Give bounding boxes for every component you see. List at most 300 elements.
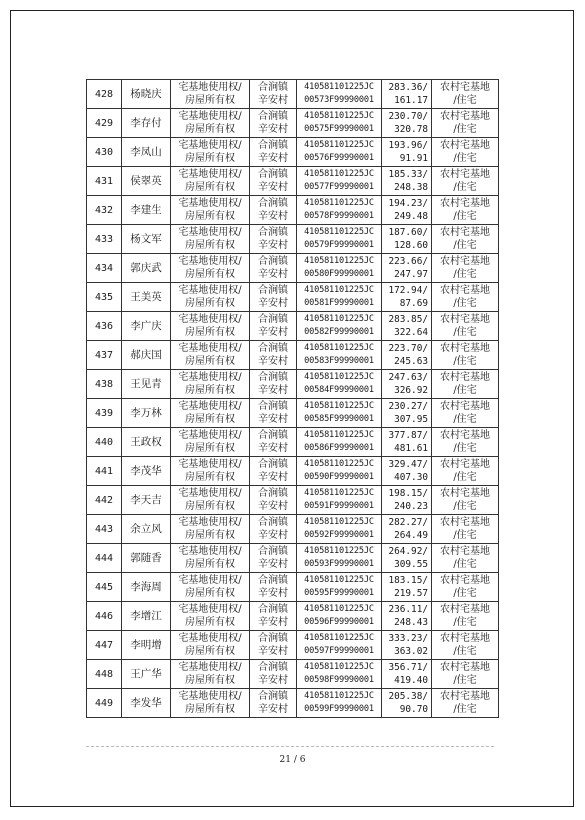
cell-owner-name: 郭庆武 [122, 254, 171, 283]
cell-usage-line: /住宅 [453, 472, 477, 483]
cell-location-line: 辛安村 [258, 298, 288, 309]
cell-area-line: 91.91 [399, 153, 428, 164]
cell-unit-code [297, 254, 382, 283]
cell-location-line: 辛安村 [258, 617, 288, 628]
cell-unit-code-line: 410581101225JC [304, 372, 374, 382]
cell-right-type [171, 80, 250, 109]
cell-usage-line: /住宅 [453, 269, 477, 280]
cell-right-type-line: 宅基地使用权/ [178, 140, 242, 151]
cell-usage-line: /住宅 [453, 124, 477, 135]
cell-usage-line: /住宅 [453, 530, 477, 541]
cell-usage [432, 544, 499, 573]
cell-location-line: 合涧镇 [258, 546, 288, 557]
cell-unit-code-line: 00591F99990001 [304, 501, 374, 511]
cell-location-line: 辛安村 [258, 675, 288, 686]
cell-right-type-line: 宅基地使用权/ [178, 488, 242, 499]
cell-right-type-line: 宅基地使用权/ [178, 227, 242, 238]
cell-usage-line: /住宅 [453, 414, 477, 425]
cell-number: 433 [87, 225, 122, 254]
cell-unit-code-line: 00582F99990001 [304, 327, 374, 337]
cell-location-line: 辛安村 [258, 414, 288, 425]
cell-location-line: 合涧镇 [258, 140, 288, 151]
cell-location-line: 辛安村 [258, 588, 288, 599]
cell-location-line: 合涧镇 [258, 430, 288, 441]
cell-area-line: 187.60/ [388, 227, 428, 238]
cell-location-line: 合涧镇 [258, 488, 288, 499]
cell-owner-name: 李凤山 [122, 138, 171, 167]
cell-area-line: 161.17 [394, 95, 428, 106]
cell-area [382, 399, 432, 428]
cell-area-line: 205.38/ [388, 691, 428, 702]
cell-location-line: 合涧镇 [258, 343, 288, 354]
cell-unit-code-line: 00586F99990001 [304, 443, 374, 453]
cell-area-line: 247.63/ [388, 372, 428, 383]
cell-unit-code-line: 00596F99990001 [304, 617, 374, 627]
cell-location-line: 辛安村 [258, 153, 288, 164]
cell-unit-code-line: 00583F99990001 [304, 356, 374, 366]
table-row [87, 109, 499, 138]
cell-area-line: 194.23/ [388, 198, 428, 209]
cell-area-line: 333.23/ [388, 633, 428, 644]
cell-owner-name: 李发华 [122, 689, 171, 718]
cell-location [250, 341, 297, 370]
cell-usage [432, 631, 499, 660]
cell-right-type [171, 109, 250, 138]
cell-right-type-line: 宅基地使用权/ [178, 430, 242, 441]
cell-owner-name: 李明增 [122, 631, 171, 660]
table-row [87, 254, 499, 283]
cell-right-type [171, 660, 250, 689]
cell-unit-code [297, 341, 382, 370]
cell-right-type-line: 宅基地使用权/ [178, 169, 242, 180]
cell-usage-line: 农村宅基地 [440, 343, 490, 354]
cell-number: 444 [87, 544, 122, 573]
cell-usage-line: /住宅 [453, 675, 477, 686]
table-row [87, 689, 499, 718]
cell-owner-name: 李海周 [122, 573, 171, 602]
cell-number: 440 [87, 428, 122, 457]
cell-number: 436 [87, 312, 122, 341]
cell-owner-name: 李增江 [122, 602, 171, 631]
cell-unit-code [297, 602, 382, 631]
cell-usage-line: /住宅 [453, 704, 477, 715]
cell-area [382, 196, 432, 225]
cell-unit-code [297, 312, 382, 341]
cell-usage [432, 167, 499, 196]
cell-unit-code [297, 283, 382, 312]
cell-area-line: 223.70/ [388, 343, 428, 354]
cell-unit-code-line: 00584F99990001 [304, 385, 374, 395]
cell-unit-code-line: 00576F99990001 [304, 153, 374, 163]
cell-unit-code-line: 00595F99990001 [304, 588, 374, 598]
cell-right-type [171, 283, 250, 312]
cell-usage-line: /住宅 [453, 327, 477, 338]
table-row [87, 544, 499, 573]
cell-location-line: 辛安村 [258, 385, 288, 396]
cell-area-line: 264.49 [394, 530, 428, 541]
cell-usage-line: 农村宅基地 [440, 198, 490, 209]
cell-right-type [171, 225, 250, 254]
cell-usage [432, 109, 499, 138]
cell-location [250, 660, 297, 689]
cell-location-line: 辛安村 [258, 240, 288, 251]
cell-usage [432, 573, 499, 602]
cell-location [250, 312, 297, 341]
cell-location-line: 合涧镇 [258, 256, 288, 267]
cell-right-type-line: 房屋所有权 [185, 646, 235, 657]
cell-area-line: 183.15/ [388, 575, 428, 586]
cell-area-line: 307.95 [394, 414, 428, 425]
cell-usage-line: 农村宅基地 [440, 604, 490, 615]
cell-area-line: 282.27/ [388, 517, 428, 528]
cell-unit-code [297, 515, 382, 544]
cell-number: 446 [87, 602, 122, 631]
cell-usage-line: 农村宅基地 [440, 140, 490, 151]
cell-area-line: 407.30 [394, 472, 428, 483]
cell-unit-code-line: 00599F99990001 [304, 704, 374, 714]
cell-usage [432, 138, 499, 167]
cell-right-type [171, 399, 250, 428]
cell-location-line: 辛安村 [258, 327, 288, 338]
cell-usage-line: 农村宅基地 [440, 285, 490, 296]
cell-usage-line: 农村宅基地 [440, 575, 490, 586]
cell-area-line: 248.43 [394, 617, 428, 628]
cell-unit-code [297, 225, 382, 254]
cell-unit-code-line: 410581101225JC [304, 430, 374, 440]
cell-area-line: 322.64 [394, 327, 428, 338]
table-row [87, 167, 499, 196]
table-row [87, 573, 499, 602]
cell-area [382, 225, 432, 254]
cell-area-line: 283.36/ [388, 82, 428, 93]
cell-area [382, 80, 432, 109]
cell-unit-code-line: 410581101225JC [304, 662, 374, 672]
cell-location-line: 辛安村 [258, 530, 288, 541]
cell-unit-code-line: 00581F99990001 [304, 298, 374, 308]
cell-usage-line: 农村宅基地 [440, 256, 490, 267]
cell-unit-code [297, 631, 382, 660]
cell-unit-code-line: 410581101225JC [304, 285, 374, 295]
cell-right-type-line: 房屋所有权 [185, 443, 235, 454]
cell-number: 432 [87, 196, 122, 225]
cell-unit-code [297, 370, 382, 399]
cell-number: 443 [87, 515, 122, 544]
cell-location-line: 合涧镇 [258, 691, 288, 702]
registration-table [86, 79, 499, 718]
cell-area-line: 230.70/ [388, 111, 428, 122]
cell-right-type-line: 房屋所有权 [185, 704, 235, 715]
cell-right-type-line: 房屋所有权 [185, 211, 235, 222]
cell-right-type [171, 341, 250, 370]
cell-unit-code [297, 486, 382, 515]
cell-unit-code [297, 399, 382, 428]
cell-usage-line: /住宅 [453, 182, 477, 193]
cell-location-line: 合涧镇 [258, 372, 288, 383]
cell-usage [432, 428, 499, 457]
cell-number: 434 [87, 254, 122, 283]
cell-area-line: 219.57 [394, 588, 428, 599]
cell-usage-line: /住宅 [453, 559, 477, 570]
cell-location-line: 合涧镇 [258, 314, 288, 325]
cell-right-type-line: 宅基地使用权/ [178, 662, 242, 673]
cell-location-line: 合涧镇 [258, 662, 288, 673]
cell-owner-name: 王见青 [122, 370, 171, 399]
cell-location-line: 合涧镇 [258, 575, 288, 586]
cell-usage-line: /住宅 [453, 153, 477, 164]
cell-right-type-line: 房屋所有权 [185, 298, 235, 309]
cell-right-type-line: 房屋所有权 [185, 501, 235, 512]
cell-location [250, 631, 297, 660]
footer-divider [86, 746, 494, 747]
table-row [87, 196, 499, 225]
cell-number: 442 [87, 486, 122, 515]
cell-area-line: 247.97 [394, 269, 428, 280]
cell-usage [432, 225, 499, 254]
cell-usage-line: 农村宅基地 [440, 517, 490, 528]
cell-unit-code-line: 410581101225JC [304, 575, 374, 585]
cell-area-line: 230.27/ [388, 401, 428, 412]
cell-right-type-line: 宅基地使用权/ [178, 633, 242, 644]
cell-usage-line: 农村宅基地 [440, 488, 490, 499]
cell-unit-code-line: 00578F99990001 [304, 211, 374, 221]
table-row [87, 370, 499, 399]
cell-area [382, 457, 432, 486]
cell-unit-code-line: 00579F99990001 [304, 240, 374, 250]
cell-usage [432, 312, 499, 341]
cell-unit-code [297, 660, 382, 689]
cell-location-line: 辛安村 [258, 704, 288, 715]
cell-area-line: 363.02 [394, 646, 428, 657]
cell-area-line: 481.61 [394, 443, 428, 454]
cell-usage-line: 农村宅基地 [440, 430, 490, 441]
cell-right-type-line: 宅基地使用权/ [178, 111, 242, 122]
cell-unit-code-line: 00580F99990001 [304, 269, 374, 279]
cell-usage-line: /住宅 [453, 385, 477, 396]
cell-area-line: 320.78 [394, 124, 428, 135]
cell-owner-name: 余立风 [122, 515, 171, 544]
table-row [87, 602, 499, 631]
table-row [87, 457, 499, 486]
cell-unit-code-line: 410581101225JC [304, 198, 374, 208]
cell-right-type-line: 宅基地使用权/ [178, 314, 242, 325]
cell-location [250, 602, 297, 631]
cell-usage [432, 341, 499, 370]
cell-location-line: 辛安村 [258, 124, 288, 135]
cell-unit-code-line: 410581101225JC [304, 169, 374, 179]
table-row [87, 225, 499, 254]
cell-usage-line: 农村宅基地 [440, 633, 490, 644]
cell-unit-code-line: 00585F99990001 [304, 414, 374, 424]
cell-right-type [171, 631, 250, 660]
cell-right-type-line: 宅基地使用权/ [178, 372, 242, 383]
table-row [87, 515, 499, 544]
cell-right-type-line: 房屋所有权 [185, 588, 235, 599]
cell-location [250, 138, 297, 167]
cell-unit-code-line: 410581101225JC [304, 546, 374, 556]
cell-unit-code [297, 428, 382, 457]
cell-owner-name: 王美英 [122, 283, 171, 312]
cell-right-type-line: 房屋所有权 [185, 414, 235, 425]
cell-right-type-line: 宅基地使用权/ [178, 546, 242, 557]
cell-usage-line: /住宅 [453, 617, 477, 628]
cell-area-line: 90.70 [399, 704, 428, 715]
cell-owner-name: 侯翠英 [122, 167, 171, 196]
cell-area [382, 573, 432, 602]
cell-number: 438 [87, 370, 122, 399]
cell-usage-line: 农村宅基地 [440, 169, 490, 180]
cell-right-type-line: 房屋所有权 [185, 269, 235, 280]
cell-right-type [171, 138, 250, 167]
cell-right-type-line: 宅基地使用权/ [178, 604, 242, 615]
cell-location-line: 合涧镇 [258, 82, 288, 93]
cell-area-line: 193.96/ [388, 140, 428, 151]
cell-location-line: 辛安村 [258, 211, 288, 222]
cell-area [382, 486, 432, 515]
cell-right-type-line: 房屋所有权 [185, 182, 235, 193]
cell-right-type [171, 602, 250, 631]
cell-unit-code-line: 00577F99990001 [304, 182, 374, 192]
cell-usage [432, 689, 499, 718]
cell-unit-code-line: 410581101225JC [304, 256, 374, 266]
cell-right-type [171, 370, 250, 399]
cell-area-line: 283.85/ [388, 314, 428, 325]
cell-area-line: 236.11/ [388, 604, 428, 615]
cell-area [382, 283, 432, 312]
cell-usage-line: 农村宅基地 [440, 459, 490, 470]
cell-unit-code [297, 138, 382, 167]
cell-right-type-line: 宅基地使用权/ [178, 401, 242, 412]
cell-location [250, 80, 297, 109]
cell-area-line: 329.47/ [388, 459, 428, 470]
cell-number: 445 [87, 573, 122, 602]
cell-right-type-line: 宅基地使用权/ [178, 517, 242, 528]
cell-location-line: 合涧镇 [258, 459, 288, 470]
cell-right-type-line: 宅基地使用权/ [178, 82, 242, 93]
cell-right-type-line: 宅基地使用权/ [178, 198, 242, 209]
cell-unit-code [297, 196, 382, 225]
cell-location-line: 辛安村 [258, 356, 288, 367]
cell-location-line: 辛安村 [258, 95, 288, 106]
cell-area [382, 631, 432, 660]
cell-right-type-line: 房屋所有权 [185, 240, 235, 251]
cell-area-line: 240.23 [394, 501, 428, 512]
cell-location-line: 辛安村 [258, 472, 288, 483]
cell-area-line: 419.40 [394, 675, 428, 686]
table-row [87, 283, 499, 312]
cell-owner-name: 郝庆国 [122, 341, 171, 370]
cell-location-line: 合涧镇 [258, 633, 288, 644]
cell-area [382, 428, 432, 457]
cell-area-line: 245.63 [394, 356, 428, 367]
cell-unit-code-line: 410581101225JC [304, 604, 374, 614]
cell-usage-line: 农村宅基地 [440, 401, 490, 412]
cell-location [250, 196, 297, 225]
cell-right-type [171, 573, 250, 602]
cell-owner-name: 杨晓庆 [122, 80, 171, 109]
cell-number: 429 [87, 109, 122, 138]
cell-location-line: 辛安村 [258, 559, 288, 570]
cell-owner-name: 李存付 [122, 109, 171, 138]
cell-area-line: 264.92/ [388, 546, 428, 557]
cell-owner-name: 李茂华 [122, 457, 171, 486]
cell-unit-code-line: 410581101225JC [304, 691, 374, 701]
cell-area-line: 356.71/ [388, 662, 428, 673]
cell-usage-line: /住宅 [453, 443, 477, 454]
cell-location [250, 486, 297, 515]
cell-area-line: 309.55 [394, 559, 428, 570]
cell-unit-code-line: 410581101225JC [304, 517, 374, 527]
cell-usage [432, 196, 499, 225]
cell-unit-code-line: 410581101225JC [304, 488, 374, 498]
cell-area [382, 660, 432, 689]
cell-right-type-line: 宅基地使用权/ [178, 691, 242, 702]
cell-area [382, 602, 432, 631]
cell-area-line: 377.87/ [388, 430, 428, 441]
cell-area [382, 341, 432, 370]
cell-area [382, 167, 432, 196]
cell-number: 441 [87, 457, 122, 486]
cell-area [382, 544, 432, 573]
cell-unit-code [297, 457, 382, 486]
cell-unit-code-line: 00592F99990001 [304, 530, 374, 540]
cell-area-line: 185.33/ [388, 169, 428, 180]
cell-number: 437 [87, 341, 122, 370]
cell-owner-name: 李天吉 [122, 486, 171, 515]
cell-unit-code-line: 00590F99990001 [304, 472, 374, 482]
cell-area-line: 326.92 [394, 385, 428, 396]
cell-right-type [171, 167, 250, 196]
cell-owner-name: 王政权 [122, 428, 171, 457]
cell-usage [432, 283, 499, 312]
cell-location-line: 合涧镇 [258, 227, 288, 238]
cell-usage-line: /住宅 [453, 298, 477, 309]
cell-unit-code-line: 410581101225JC [304, 459, 374, 469]
cell-usage [432, 370, 499, 399]
cell-right-type-line: 房屋所有权 [185, 675, 235, 686]
cell-usage [432, 80, 499, 109]
cell-usage [432, 602, 499, 631]
cell-usage-line: 农村宅基地 [440, 227, 490, 238]
cell-number: 439 [87, 399, 122, 428]
cell-owner-name: 杨文军 [122, 225, 171, 254]
cell-right-type-line: 房屋所有权 [185, 559, 235, 570]
cell-usage [432, 515, 499, 544]
cell-unit-code [297, 689, 382, 718]
cell-number: 430 [87, 138, 122, 167]
cell-unit-code [297, 167, 382, 196]
cell-usage-line: 农村宅基地 [440, 691, 490, 702]
cell-usage-line: 农村宅基地 [440, 111, 490, 122]
cell-right-type [171, 515, 250, 544]
cell-unit-code-line: 00598F99990001 [304, 675, 374, 685]
cell-right-type-line: 宅基地使用权/ [178, 256, 242, 267]
cell-right-type-line: 宅基地使用权/ [178, 285, 242, 296]
cell-area-line: 249.48 [394, 211, 428, 222]
table-row [87, 80, 499, 109]
cell-unit-code-line: 00575F99990001 [304, 124, 374, 134]
cell-number: 448 [87, 660, 122, 689]
cell-unit-code-line: 410581101225JC [304, 111, 374, 121]
cell-location [250, 428, 297, 457]
cell-location [250, 573, 297, 602]
cell-unit-code [297, 109, 382, 138]
cell-usage [432, 254, 499, 283]
cell-usage-line: /住宅 [453, 95, 477, 106]
cell-location-line: 合涧镇 [258, 517, 288, 528]
cell-area-line: 87.69 [399, 298, 428, 309]
cell-unit-code-line: 410581101225JC [304, 401, 374, 411]
cell-right-type [171, 312, 250, 341]
